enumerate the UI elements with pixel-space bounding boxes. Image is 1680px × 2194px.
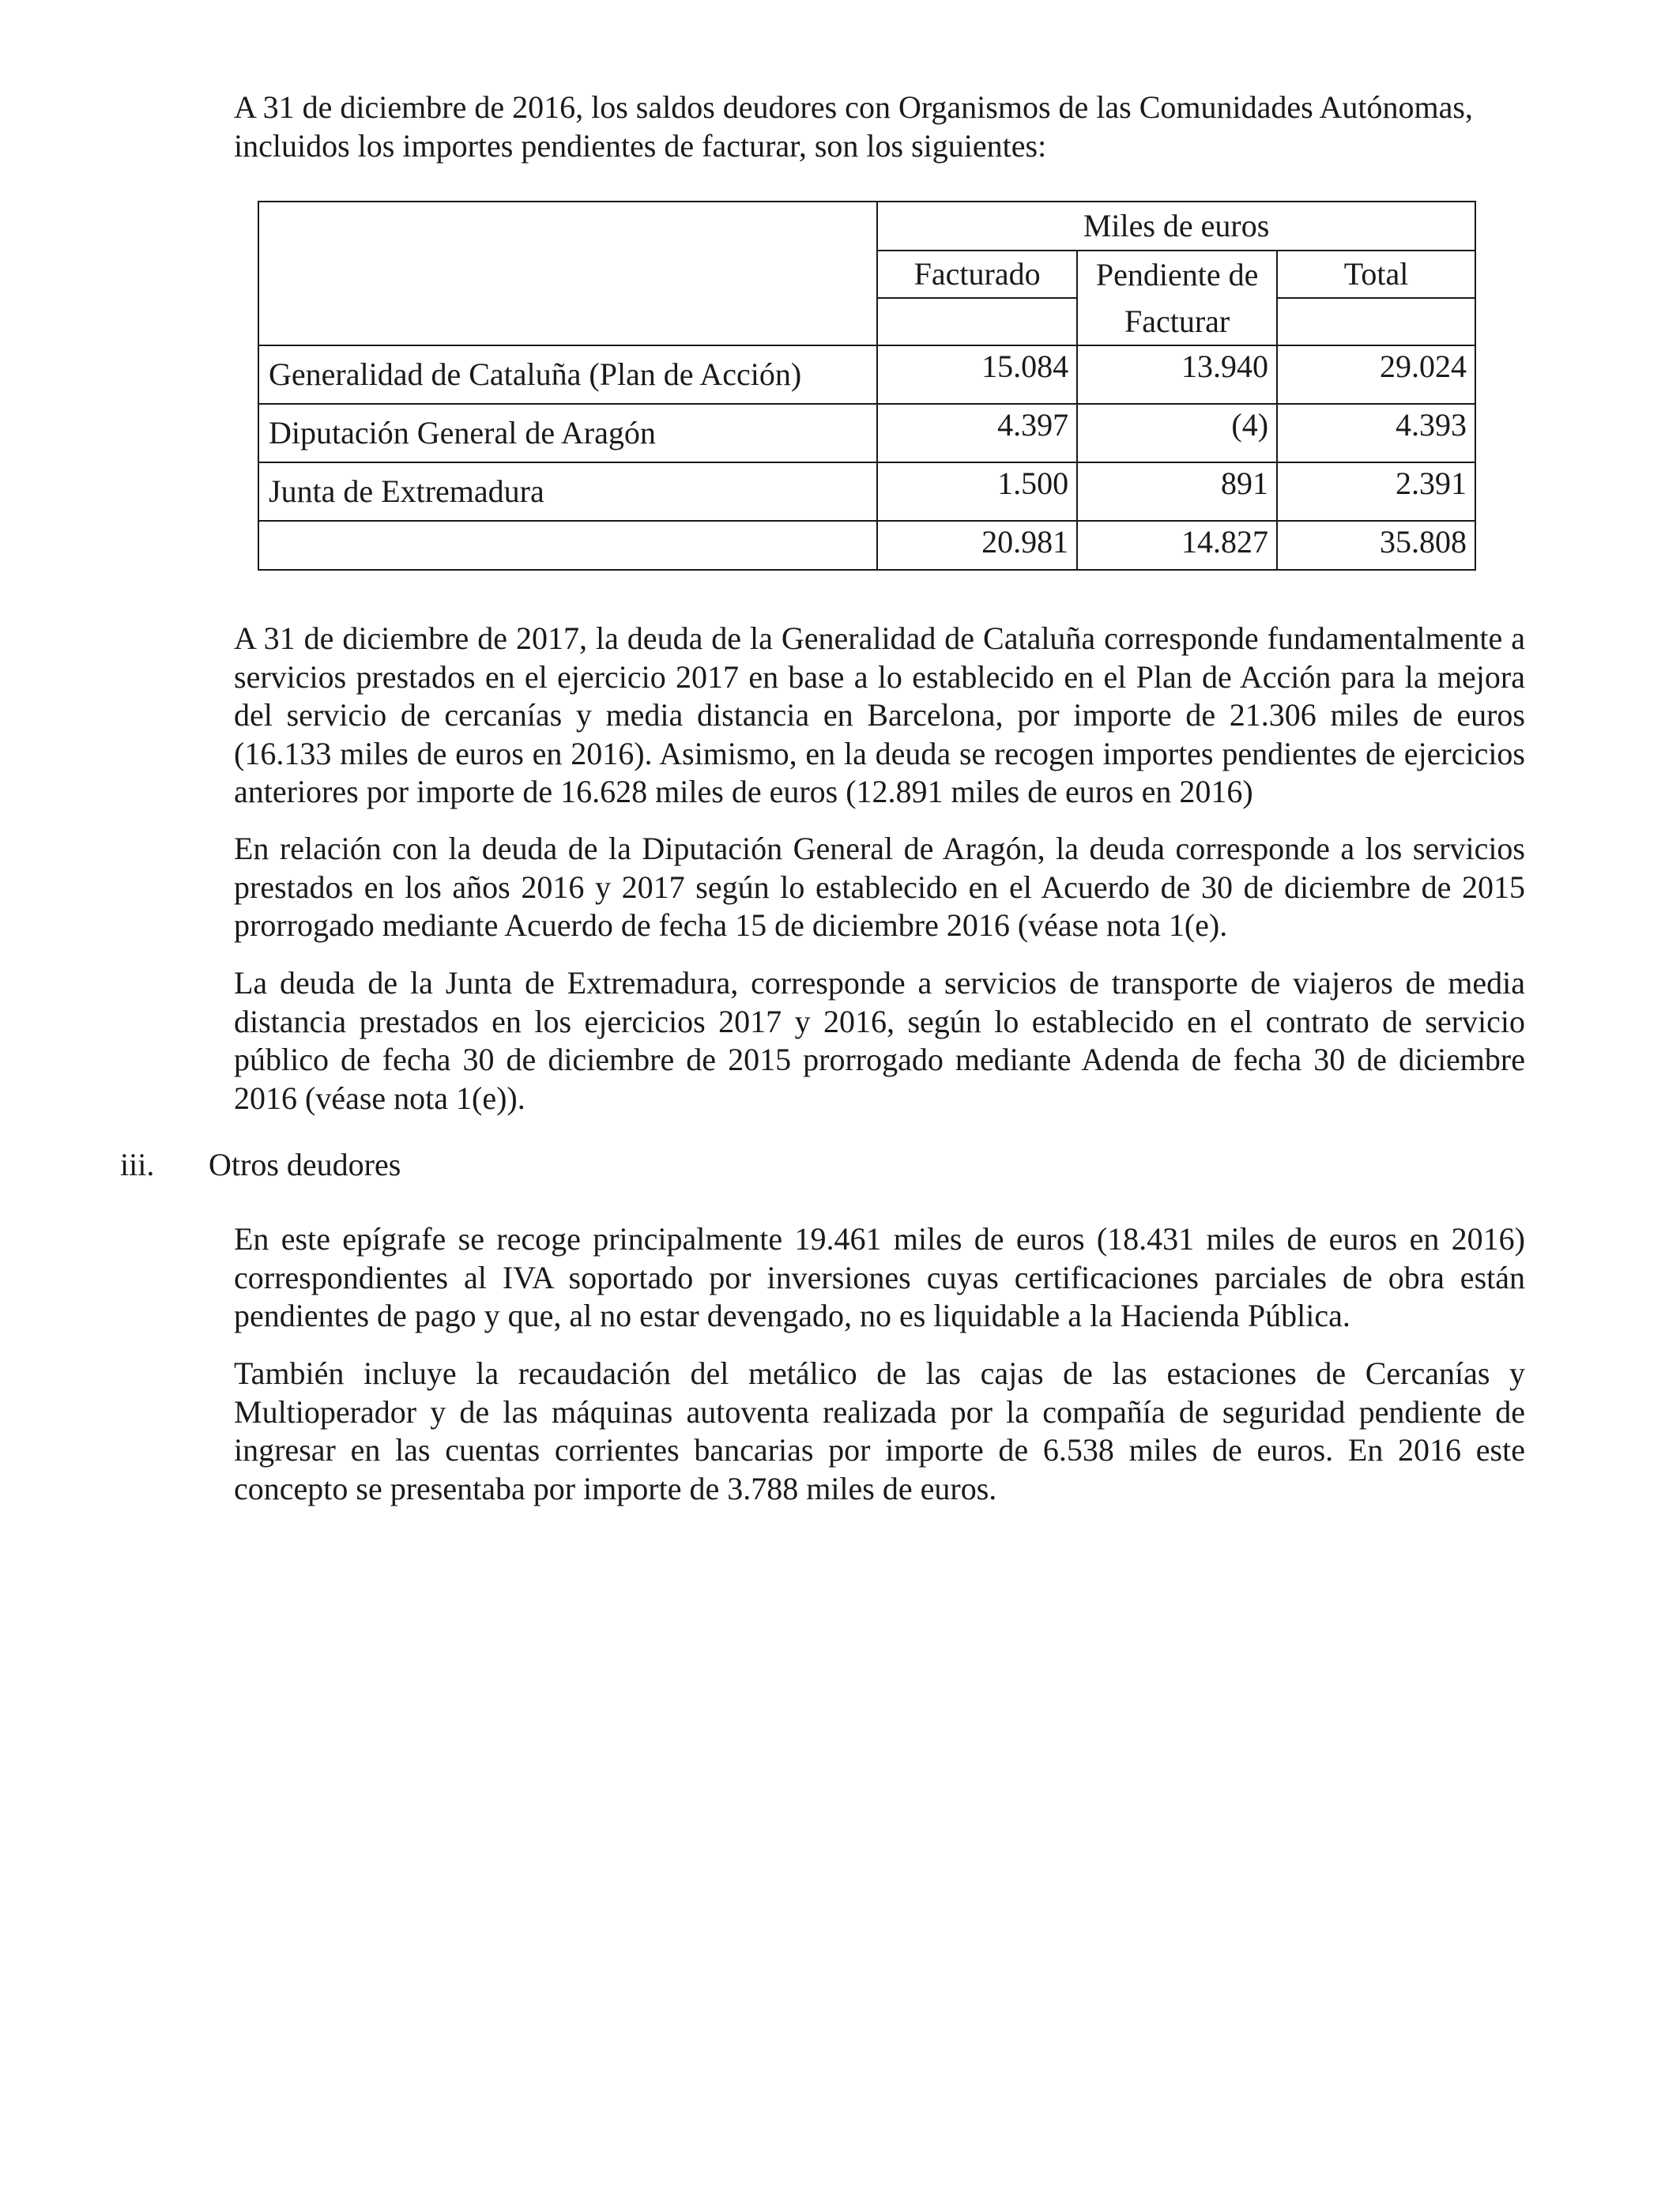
value: 14.827 xyxy=(1181,524,1269,560)
value: 2.391 xyxy=(1396,466,1467,501)
header-pendiente-line2: Facturar xyxy=(1077,298,1277,345)
total-total xyxy=(1277,521,1475,570)
cell-total xyxy=(1277,462,1475,521)
paragraph-extremadura: La deuda de la Junta de Extremadura, corresponde a servicios de transporte de viajeros de media distancia prestados en los ejercicios 2017 y 2016, según lo establecido en el contrato de servicio público de fecha 30 de diciembre de 2015 prorrogado mediante Adenda de fecha 30 de diciembre 2016 (véase nota 1(e)). xyxy=(234,965,1525,1116)
value: 35.808 xyxy=(1380,524,1467,560)
cell-total xyxy=(1277,404,1475,462)
debtors-table xyxy=(258,201,1476,571)
header-empty-cell xyxy=(1277,298,1475,345)
cell-facturado xyxy=(877,404,1077,462)
cell-pendiente xyxy=(1077,404,1277,462)
intro-paragraph: A 31 de diciembre de 2016, los saldos deudores con Organismos de las Comunidades Autónomas, incluidos los importes pendientes de facturar, son los siguientes: xyxy=(234,89,1473,164)
total-facturado xyxy=(877,521,1077,570)
paragraph-iva: En este epígrafe se recoge principalmente 19.461 miles de euros (18.431 miles de euros en 2016) correspondientes al IVA soportado por inversiones cuyas certificaciones parciales de obra están pendientes de pago y que, al no estar devengado, no es liquidable a la Hacienda Pública. xyxy=(234,1221,1525,1333)
total-pendiente xyxy=(1077,521,1277,570)
value: 4.397 xyxy=(997,407,1069,443)
total-row-empty-label xyxy=(258,521,877,570)
table-row xyxy=(258,462,1475,521)
cell-pendiente xyxy=(1077,462,1277,521)
cell-pendiente xyxy=(1077,345,1277,404)
value: 4.393 xyxy=(1396,407,1467,443)
table-total-row xyxy=(258,521,1475,570)
table-row xyxy=(258,345,1475,404)
row-label: Diputación General de Aragón xyxy=(258,404,877,462)
table-header-row-group xyxy=(258,202,1475,251)
value: 29.024 xyxy=(1380,349,1467,384)
header-facturado: Facturado xyxy=(877,251,1077,298)
paragraph-recaudacion: También incluye la recaudación del metálico de las cajas de las estaciones de Cercanías y Multioperador y de las máquinas autoventa realizada por la compañía de seguridad pendiente de ingresar en las cuentas corrientes bancarias por importe de 6.538 miles de euros. En 2016 este concepto se presentaba por importe de 3.788 miles de euros. xyxy=(234,1355,1525,1506)
header-pendiente-line1: Pendiente de xyxy=(1077,251,1277,298)
row-label: Generalidad de Cataluña (Plan de Acción) xyxy=(258,345,877,404)
table-row xyxy=(258,404,1475,462)
value: 20.981 xyxy=(981,524,1069,560)
paragraph-cataluna: A 31 de diciembre de 2017, la deuda de la Generalidad de Cataluña corresponde fundamentalmente a servicios prestados en el ejercicio 2017 en base a lo establecido en el Plan de Acción para la mejora del servicio de cercanías y media distancia en Barcelona, por importe de 21.306 miles de euros (16.133 miles de euros en 2016). Asimismo, en la deuda se recogen importes pendientes de ejercicios anteriores por importe de 16.628 miles de euros (12.891 miles de euros en 2016) xyxy=(234,620,1525,809)
header-empty-cell xyxy=(877,298,1077,345)
section-number: iii. xyxy=(120,1147,155,1182)
value: (4) xyxy=(1231,407,1269,443)
section-title: Otros deudores xyxy=(209,1147,401,1182)
paragraph-aragon: En relación con la deuda de la Diputación General de Aragón, la deuda corresponde a los servicios prestados en los años 2016 y 2017 según lo establecido en el Acuerdo de 30 de diciembre de 2015 prorrogado mediante Acuerdo de fecha 15 de diciembre 2016 (véase nota 1(e). xyxy=(234,831,1525,943)
table-empty-corner xyxy=(258,202,877,345)
header-group-label: Miles de euros xyxy=(877,202,1475,251)
value: 15.084 xyxy=(981,349,1069,384)
cell-facturado xyxy=(877,345,1077,404)
cell-facturado xyxy=(877,462,1077,521)
value: 1.500 xyxy=(997,466,1069,501)
value: 891 xyxy=(1221,466,1269,501)
value: 13.940 xyxy=(1181,349,1269,384)
header-total: Total xyxy=(1277,251,1475,298)
cell-total xyxy=(1277,345,1475,404)
row-label: Junta de Extremadura xyxy=(258,462,877,521)
